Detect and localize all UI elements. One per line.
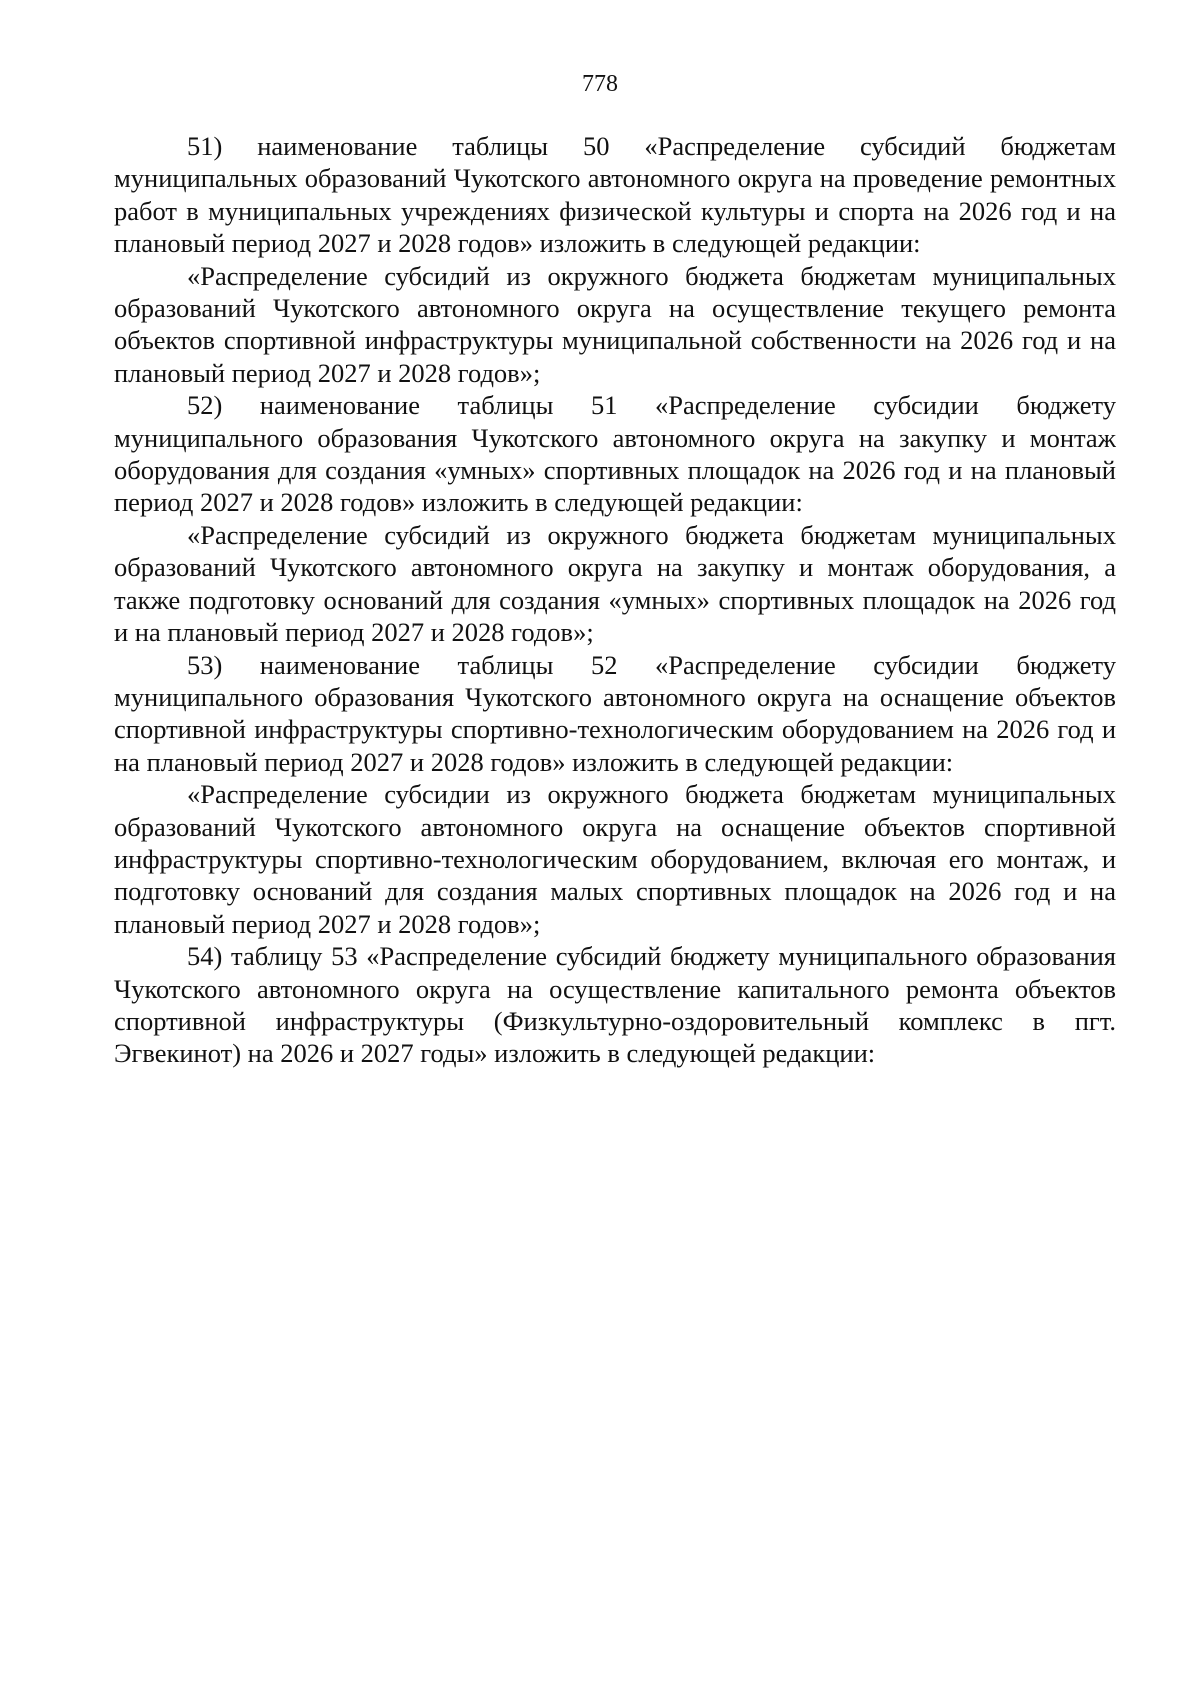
document-body <box>114 130 1116 1070</box>
paragraph-new-title-50: «Распределение субсидий из окружного бюджета бюджетам муниципальных образований Чукотского автономного округа на осуществление текущего ремонта объектов спортивной инфраструктуры муниципальной собственности на 2026 год и на плановый период 2027 и 2028 годов»; <box>114 260 1116 388</box>
paragraph-item-54: 54) таблицу 53 «Распределение субсидий бюджету муниципального образования Чукотского автономного округа на осуществление капитального ремонта объектов спортивной инфраструктуры (Физкультурно-оздоровительный комплекс в пгт. Эгвекинот) на 2026 и 2027 годы» изложить в следующей редакции: <box>114 941 1116 1069</box>
page-number: 778 <box>582 71 618 97</box>
paragraph-new-title-51: «Распределение субсидий из окружного бюджета бюджетам муниципальных образований Чукотского автономного округа на закупку и монтаж оборудования, а также подготовку оснований для создания «умных» спортивных площадок на 2026 год и на плановый период 2027 и 2028 годов»; <box>114 519 1116 648</box>
paragraph-item-53: 53) наименование таблицы 52 «Распределение субсидии бюджету муниципального образования Чукотского автономного округа на оснащение объектов спортивной инфраструктуры спортивно-технологическим оборудованием на 2026 год и на плановый период 2027 и 2028 годов» изложить в следующей редакции: <box>114 649 1116 777</box>
paragraph-item-52: 52) наименование таблицы 51 «Распределение субсидии бюджету муниципального образования Чукотского автономного округа на закупку и монтаж оборудования для создания «умных» спортивных площадок на 2026 год и на плановый период 2027 и 2028 годов» изложить в следующей редакции: <box>114 390 1116 518</box>
paragraph-new-title-52: «Распределение субсидии из окружного бюджета бюджетам муниципальных образований Чукотского автономного округа на оснащение объектов спортивной инфраструктуры спортивно-технологическим оборудованием, включая его монтаж, и подготовку оснований для создания малых спортивных площадок на 2026 год и на плановый период 2027 и 2028 годов»; <box>114 779 1116 939</box>
paragraph-item-51: 51) наименование таблицы 50 «Распределение субсидий бюджетам муниципальных образований Чукотского автономного округа на проведение ремонтных работ в муниципальных учреждениях физической культуры и спорта на 2026 год и на плановый период 2027 и 2028 годов» изложить в следующей редакции: <box>114 131 1116 259</box>
